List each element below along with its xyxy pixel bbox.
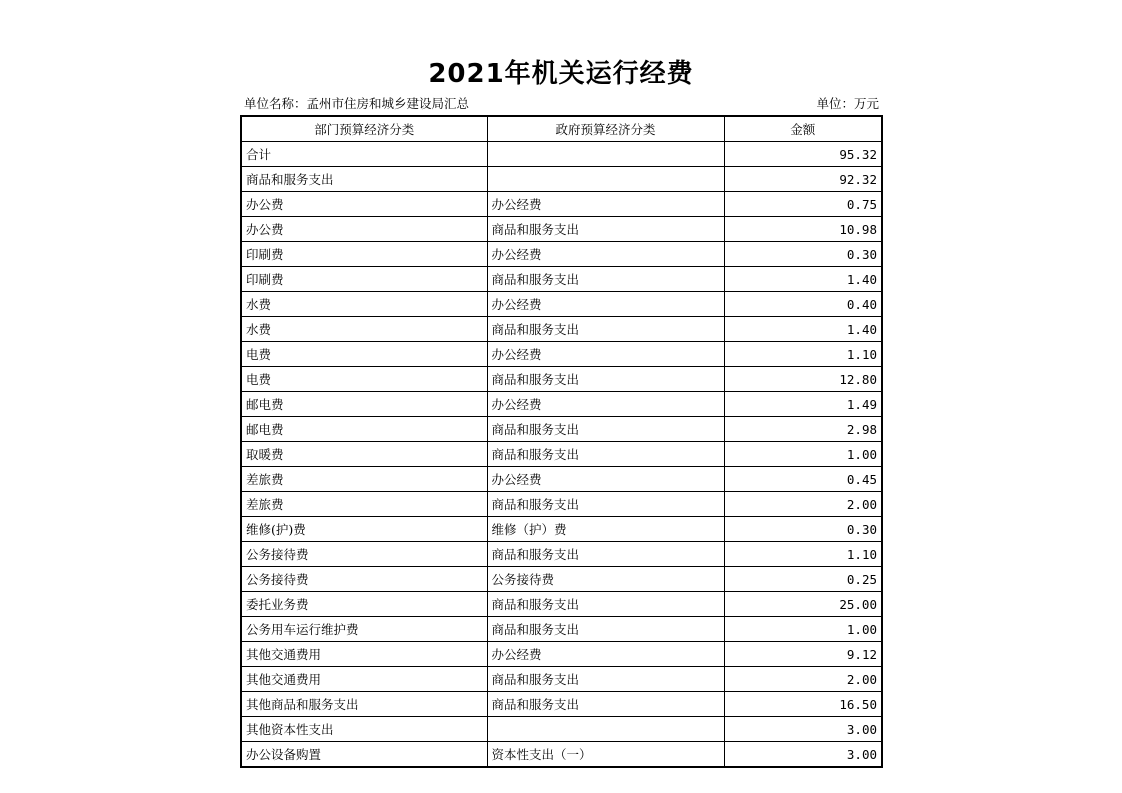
cell-amount: 1.00	[724, 617, 882, 642]
cell-dept-category: 其他交通费用	[241, 667, 487, 692]
table-row	[241, 667, 882, 692]
header-gov-category: 政府预算经济分类	[487, 116, 724, 142]
cell-dept-category: 办公费	[241, 192, 487, 217]
cell-dept-category: 邮电费	[241, 392, 487, 417]
cell-dept-category: 委托业务费	[241, 592, 487, 617]
table-row	[241, 567, 882, 592]
table-row	[241, 367, 882, 392]
cell-dept-category: 公务接待费	[241, 567, 487, 592]
cell-gov-category: 办公经费	[487, 292, 724, 317]
cell-amount: 16.50	[724, 692, 882, 717]
cell-dept-category: 取暖费	[241, 442, 487, 467]
cell-dept-category: 水费	[241, 317, 487, 342]
cell-dept-category: 商品和服务支出	[241, 167, 487, 192]
table-row	[241, 467, 882, 492]
table-row	[241, 392, 882, 417]
cell-amount: 95.32	[724, 142, 882, 167]
cell-amount: 10.98	[724, 217, 882, 242]
cell-amount: 2.00	[724, 667, 882, 692]
cell-gov-category: 办公经费	[487, 192, 724, 217]
cell-dept-category: 合计	[241, 142, 487, 167]
table-row	[241, 317, 882, 342]
cell-gov-category: 办公经费	[487, 467, 724, 492]
page-title: 2021年机关运行经费	[428, 59, 694, 89]
cell-gov-category: 商品和服务支出	[487, 667, 724, 692]
unit-measure-label: 单位：万元	[816, 96, 879, 111]
table-row	[241, 642, 882, 667]
budget-table	[240, 115, 883, 768]
cell-amount: 1.10	[724, 542, 882, 567]
table-row	[241, 492, 882, 517]
cell-dept-category: 差旅费	[241, 492, 487, 517]
cell-gov-category: 公务接待费	[487, 567, 724, 592]
table-row	[241, 692, 882, 717]
cell-amount: 1.40	[724, 317, 882, 342]
cell-amount: 1.10	[724, 342, 882, 367]
cell-gov-category	[487, 167, 724, 192]
cell-dept-category: 印刷费	[241, 267, 487, 292]
cell-dept-category: 维修(护)费	[241, 517, 487, 542]
cell-dept-category: 水费	[241, 292, 487, 317]
cell-gov-category: 商品和服务支出	[487, 442, 724, 467]
table-row	[241, 742, 882, 768]
cell-gov-category: 商品和服务支出	[487, 267, 724, 292]
table-row	[241, 717, 882, 742]
cell-gov-category: 商品和服务支出	[487, 217, 724, 242]
table-row	[241, 442, 882, 467]
cell-gov-category: 商品和服务支出	[487, 617, 724, 642]
cell-gov-category: 办公经费	[487, 392, 724, 417]
cell-dept-category: 公务用车运行维护费	[241, 617, 487, 642]
cell-amount: 1.40	[724, 267, 882, 292]
table-row	[241, 542, 882, 567]
cell-dept-category: 其他商品和服务支出	[241, 692, 487, 717]
cell-dept-category: 其他交通费用	[241, 642, 487, 667]
table-row	[241, 142, 882, 167]
table-row	[241, 517, 882, 542]
cell-gov-category: 商品和服务支出	[487, 417, 724, 442]
table-row	[241, 217, 882, 242]
cell-gov-category: 办公经费	[487, 342, 724, 367]
cell-dept-category: 办公费	[241, 217, 487, 242]
cell-amount: 9.12	[724, 642, 882, 667]
table-body	[241, 142, 882, 768]
cell-dept-category: 其他资本性支出	[241, 717, 487, 742]
cell-dept-category: 公务接待费	[241, 542, 487, 567]
cell-gov-category: 商品和服务支出	[487, 317, 724, 342]
cell-gov-category: 商品和服务支出	[487, 367, 724, 392]
cell-amount: 0.45	[724, 467, 882, 492]
cell-gov-category: 商品和服务支出	[487, 692, 724, 717]
cell-gov-category	[487, 717, 724, 742]
cell-amount: 2.00	[724, 492, 882, 517]
cell-gov-category: 商品和服务支出	[487, 592, 724, 617]
cell-gov-category: 商品和服务支出	[487, 492, 724, 517]
table-header-row	[241, 116, 882, 142]
table-row	[241, 242, 882, 267]
cell-dept-category: 办公设备购置	[241, 742, 487, 768]
cell-dept-category: 印刷费	[241, 242, 487, 267]
cell-dept-category: 差旅费	[241, 467, 487, 492]
table-row	[241, 267, 882, 292]
cell-amount: 0.30	[724, 517, 882, 542]
cell-amount: 25.00	[724, 592, 882, 617]
table-row	[241, 167, 882, 192]
cell-dept-category: 邮电费	[241, 417, 487, 442]
table-row	[241, 592, 882, 617]
table-row	[241, 292, 882, 317]
cell-amount: 1.49	[724, 392, 882, 417]
table-row	[241, 417, 882, 442]
cell-amount: 0.75	[724, 192, 882, 217]
cell-amount: 3.00	[724, 742, 882, 768]
table-row	[241, 617, 882, 642]
cell-amount: 0.40	[724, 292, 882, 317]
cell-dept-category: 电费	[241, 342, 487, 367]
unit-name-label: 单位名称：孟州市住房和城乡建设局汇总	[244, 96, 470, 111]
cell-gov-category: 资本性支出（一）	[487, 742, 724, 768]
cell-amount: 2.98	[724, 417, 882, 442]
table-row	[241, 192, 882, 217]
cell-gov-category: 商品和服务支出	[487, 542, 724, 567]
cell-gov-category: 办公经费	[487, 242, 724, 267]
cell-amount: 0.30	[724, 242, 882, 267]
header-amount: 金额	[724, 116, 882, 142]
cell-amount: 12.80	[724, 367, 882, 392]
table-row	[241, 342, 882, 367]
header-dept-category: 部门预算经济分类	[241, 116, 487, 142]
cell-amount: 3.00	[724, 717, 882, 742]
cell-dept-category: 电费	[241, 367, 487, 392]
cell-gov-category: 维修（护）费	[487, 517, 724, 542]
cell-gov-category: 办公经费	[487, 642, 724, 667]
cell-amount: 0.25	[724, 567, 882, 592]
cell-amount: 92.32	[724, 167, 882, 192]
cell-amount: 1.00	[724, 442, 882, 467]
cell-gov-category	[487, 142, 724, 167]
